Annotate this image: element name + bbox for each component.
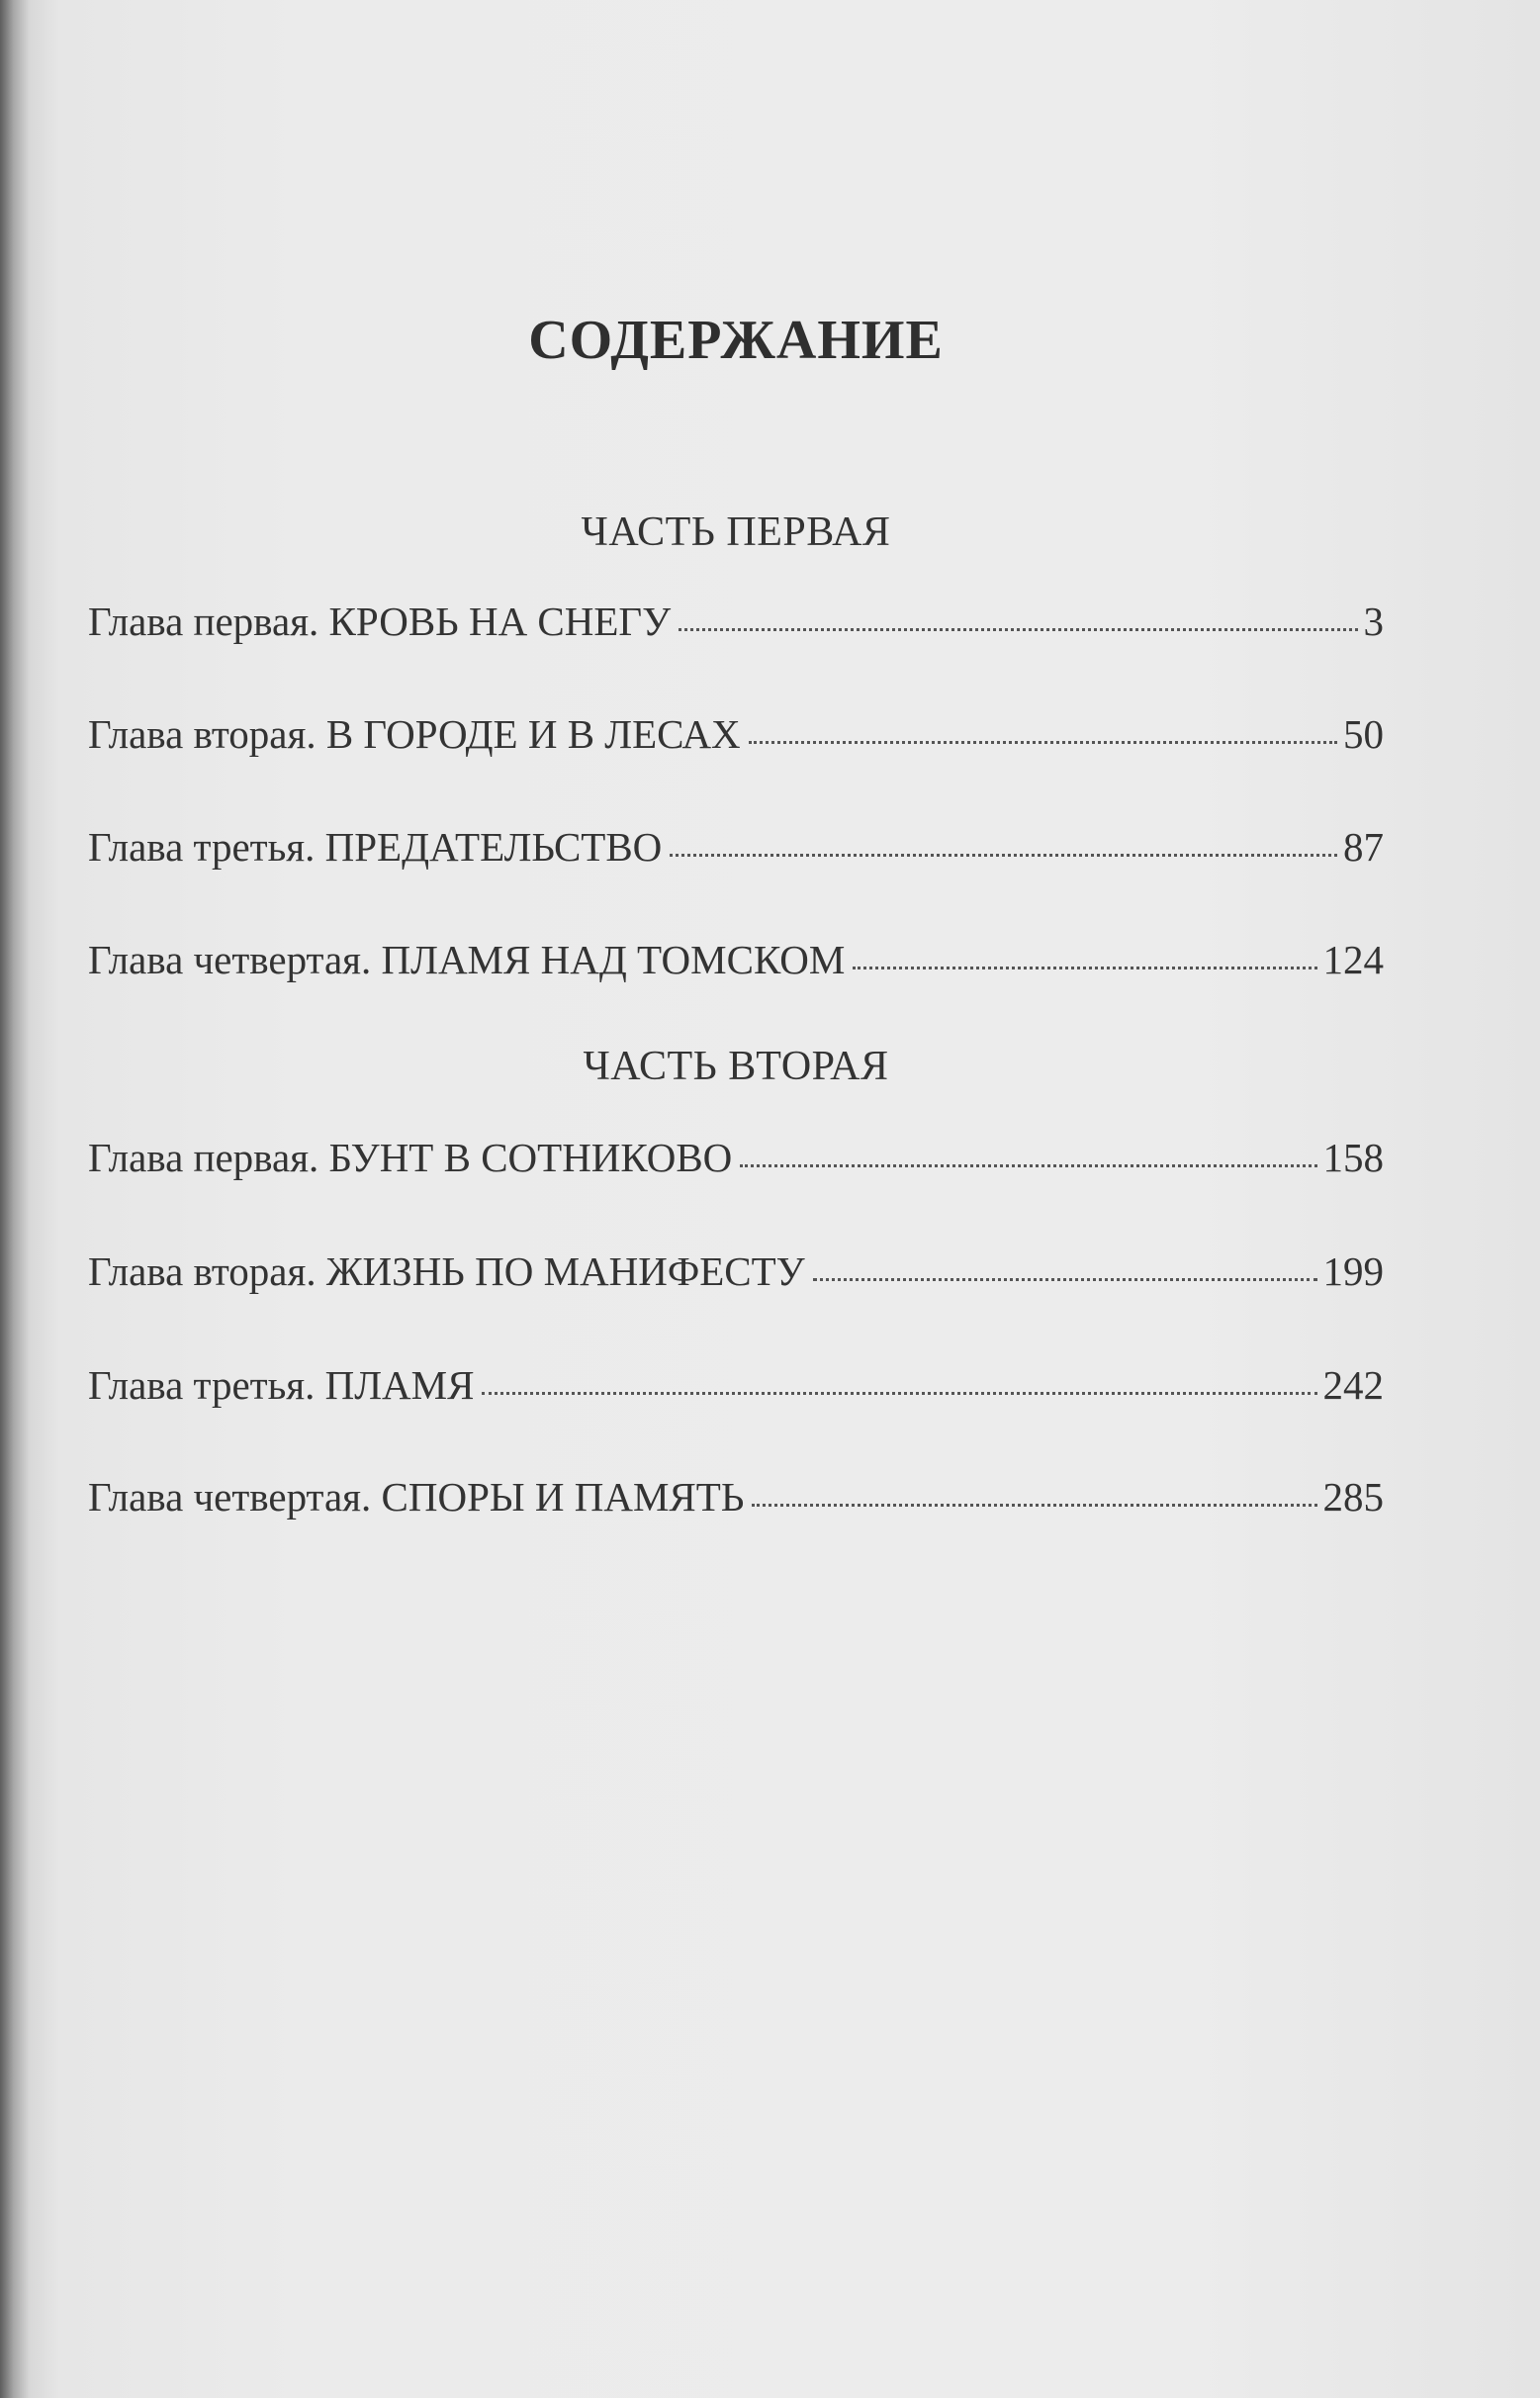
toc-entry-title: Глава первая. БУНТ В СОТНИКОВО [88, 1135, 733, 1180]
toc-entry-page: 285 [1322, 1474, 1384, 1520]
toc-dot-leader [482, 1391, 1316, 1395]
part-heading-2: ЧАСТЬ ВТОРАЯ [583, 1044, 889, 1089]
toc-dot-leader [740, 1163, 1316, 1167]
toc-dot-leader [670, 853, 1337, 857]
toc-entry [88, 1247, 1384, 1295]
page-title: СОДЕРЖАНИЕ [528, 310, 944, 371]
toc-dot-leader [679, 627, 1357, 631]
toc-entry-page: 124 [1322, 937, 1384, 982]
toc-entry-page: 3 [1363, 599, 1384, 644]
toc-entry-title: Глава вторая. ЖИЗНЬ ПО МАНИФЕСТУ [88, 1248, 805, 1294]
toc-entry [88, 936, 1384, 983]
toc-entry [88, 710, 1384, 758]
toc-entry-title: Глава третья. ПРЕДАТЕЛЬСТВО [88, 824, 663, 870]
toc-entry [88, 1134, 1384, 1181]
toc-entry [88, 823, 1384, 871]
toc-entry-page: 50 [1343, 711, 1384, 757]
toc-dot-leader [752, 1503, 1316, 1507]
toc-entry-title: Глава четвертая. ПЛАМЯ НАД ТОМСКОМ [88, 937, 846, 982]
toc-entry-title: Глава четвертая. СПОРЫ И ПАМЯТЬ [88, 1474, 745, 1520]
toc-dot-leader [749, 740, 1337, 744]
toc-entry [88, 1361, 1384, 1409]
toc-entry-page: 199 [1322, 1248, 1384, 1294]
toc-entry-title: Глава третья. ПЛАМЯ [88, 1362, 475, 1408]
part-heading-1: ЧАСТЬ ПЕРВАЯ [581, 509, 891, 555]
toc-entry [88, 598, 1384, 645]
toc-entry-page: 242 [1322, 1362, 1384, 1408]
toc-entry-page: 87 [1343, 824, 1384, 870]
toc-entry [88, 1473, 1384, 1521]
toc-dot-leader [813, 1277, 1317, 1281]
toc-dot-leader [853, 966, 1316, 969]
toc-entry-title: Глава вторая. В ГОРОДЕ И В ЛЕСАХ [88, 711, 741, 757]
toc-entry-title: Глава первая. КРОВЬ НА СНЕГУ [88, 599, 672, 644]
toc-entry-page: 158 [1322, 1135, 1384, 1180]
